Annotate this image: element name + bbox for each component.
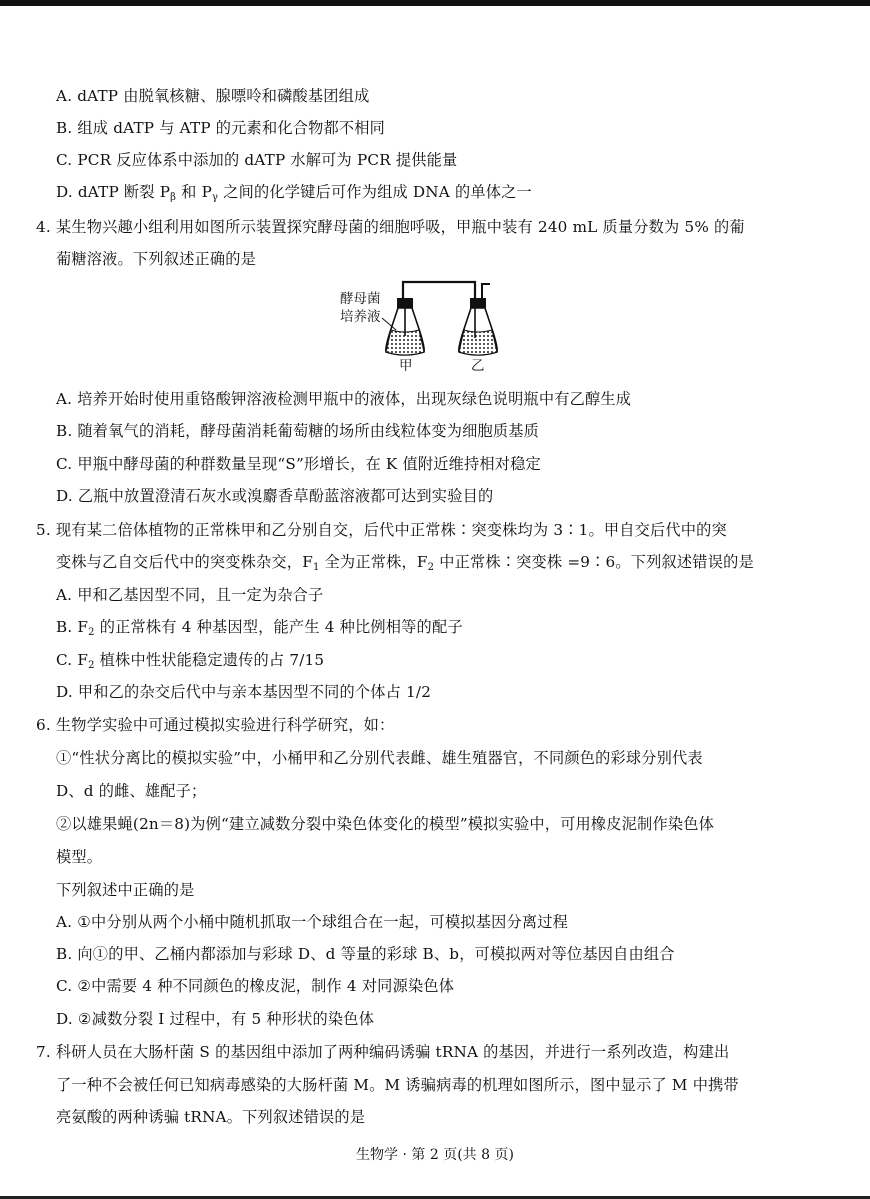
flask-yi [459,298,497,355]
q3-option-c: C. PCR 反应体系中添加的 dATP 水解可为 PCR 提供能量 [56,151,458,169]
q4-stem-line1: 4. 某生物兴趣小组利用如图所示装置探究酵母菌的细胞呼吸，甲瓶中装有 240 mL 质量分数为 5% 的葡 [36,218,745,236]
q7-stem-line3: 亮氨酸的两种诱骗 tRNA。下列叙述错误的是 [56,1108,366,1126]
q7-stem-line1: 7. 科研人员在大肠杆菌 S 的基因组中添加了两种编码诱骗 tRNA 的基因，并进行一系列改造，构建出 [36,1043,730,1061]
q4-option-c: C. 甲瓶中酵母菌的种群数量呈现“S”形增长，在 K 值附近维持相对稳定 [56,455,541,473]
q5-option-d: D. 甲和乙的杂交后代中与亲本基因型不同的个体占 1/2 [56,683,432,701]
q4-stem-line2: 葡糖溶液。下列叙述正确的是 [56,250,257,268]
q3-option-d: D. dATP 断裂 $P_\beta$ 和 $P_\gamma$ 之间的化学键后可作为组成 DNA 的单体之一 [56,183,532,203]
flask-label-jia: 甲 [399,358,413,374]
q4-option-a: A. 培养开始时使用重铬酸钾溶液检测甲瓶中的液体，出现灰绿色说明瓶中有乙醇生成 [56,390,632,408]
page-footer: 生物学 · 第 2 页(共 8 页) [356,1147,514,1163]
q4-option-b: B. 随着氧气的消耗，酵母菌消耗葡萄糖的场所由线粒体变为细胞质基质 [56,422,540,440]
q6-option-d: D. ②减数分裂 I 过程中，有 5 种形状的染色体 [56,1010,375,1028]
detection-solution [459,330,497,355]
q7-stem-line2: 了一种不会被任何已知病毒感染的大肠杆菌 M。M 诱骗病毒的机理如图所示，图中显示了 M 中携带 [56,1076,739,1094]
q6-item2-line2: 模型。 [56,848,103,866]
q5-stem-line1: 5. 现有某二倍体植物的正常株甲和乙分别自交，后代中正常株∶突变株均为 3∶1。甲自交后代中的突 [36,521,727,539]
figure-label-line1: 酵母菌 [340,291,381,307]
flask-label-yi: 乙 [471,358,485,374]
q6-item2-line1: ②以雄果蝇(2n＝8)为例“建立减数分裂中染色体变化的模型”模拟实验中，可用橡皮泥制作染色体 [56,815,714,833]
q5-option-c: C. $F_2$ 植株中性状能稳定遗传的占 7/15 [56,651,325,671]
q6-question-stem: 下列叙述中正确的是 [56,881,195,899]
yeast-flask-figure [330,274,530,378]
q6-item1-line2: D、d 的雌、雄配子； [56,782,207,800]
q3-option-b: B. 组成 dATP 与 ATP 的元素和化合物都不相同 [56,119,386,137]
q6-stem-line1: 6. 生物学实验中可通过模拟实验进行科学研究，如： [36,716,395,734]
q5-option-b: B. $F_2$ 的正常株有 4 种基因型，能产生 4 种比例相等的配子 [56,618,463,638]
q6-option-b: B. 向①的甲、乙桶内都添加与彩球 D、d 等量的彩球 B、b，可模拟两对等位基因自由组合 [56,945,675,963]
flask-apparatus-diagram [330,274,530,378]
figure-label-line2: 培养液 [340,309,381,325]
q6-option-a: A. ①中分别从两个小桶中随机抓取一个球组合在一起，可模拟基因分离过程 [56,913,569,931]
q6-item1-line1: ①“性状分离比的模拟实验”中，小桶甲和乙分别代表雌、雄生殖器官，不同颜色的彩球分别代表 [56,749,703,767]
q6-option-c: C. ②中需要 4 种不同颜色的橡皮泥，制作 4 对同源染色体 [56,977,455,995]
q3-option-a: A. dATP 由脱氧核糖、腺嘌呤和磷酸基团组成 [56,87,370,105]
q4-option-d: D. 乙瓶中放置澄清石灰水或溴麝香草酚蓝溶液都可达到实验目的 [56,487,494,505]
q5-option-a: A. 甲和乙基因型不同，且一定为杂合子 [56,586,324,604]
q5-stem-line2: 变株与乙自交后代中的突变株杂交，$F_1$ 全为正常株，$F_2$ 中正常株∶突变株 =9∶6。下列叙述错误的是 [56,553,754,573]
